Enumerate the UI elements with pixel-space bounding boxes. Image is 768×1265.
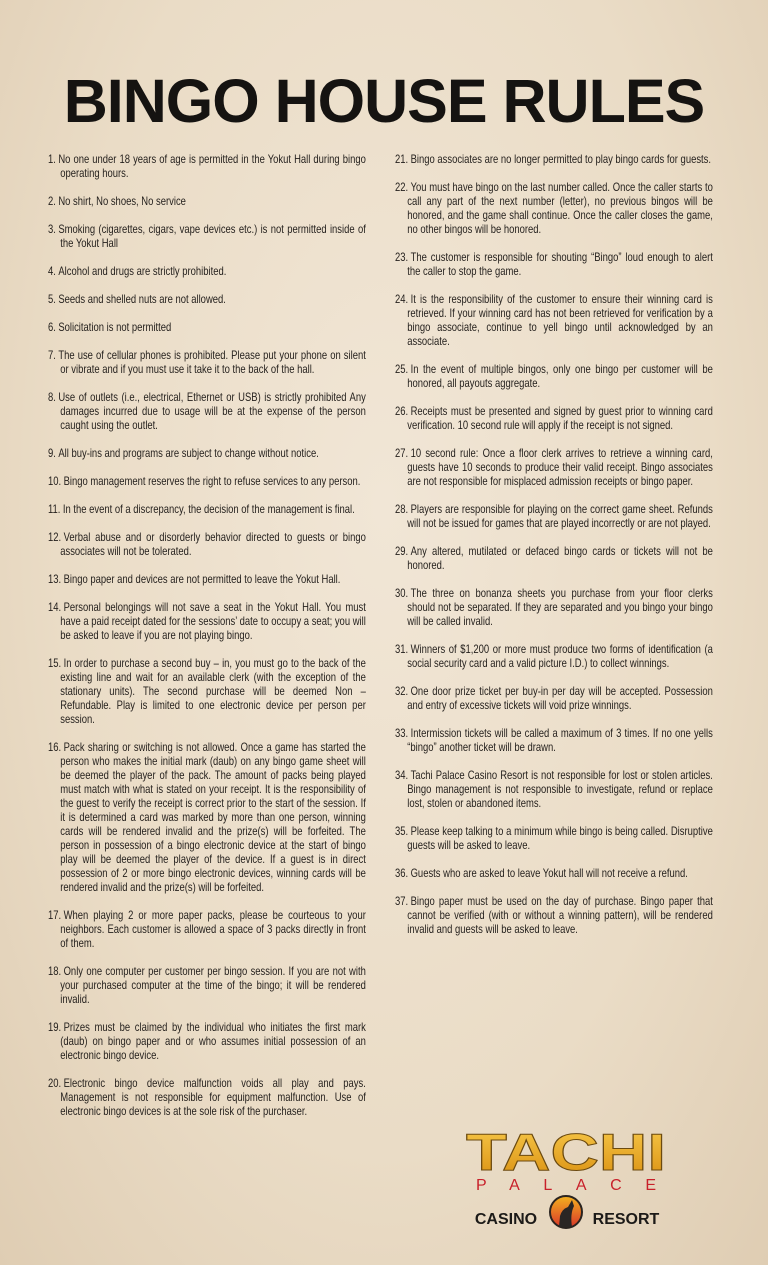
rule-text: You must have bingo on the last number called. Once the caller starts to call any part of the next number (letter), no previous bingos will be honored, and the game shall continue. Once the caller closes the game, no other bingos will be honored. bbox=[407, 181, 713, 236]
rule-number: 11. bbox=[48, 503, 61, 516]
rule-text: One door prize ticket per buy-in per day will be accepted. Possession and entry of excessive tickets will void prize winnings. bbox=[407, 685, 713, 712]
rule-text: Bingo management reserves the right to refuse services to any person. bbox=[63, 475, 361, 488]
rule-item bbox=[395, 251, 713, 279]
rule-text: Winners of $1,200 or more must produce two forms of identification (a social security card and a valid picture I.D.) to collect winnings. bbox=[407, 643, 713, 670]
logo-sub-text: PALACE bbox=[476, 1177, 656, 1194]
rule-item bbox=[48, 741, 366, 895]
rule-item bbox=[48, 1021, 366, 1063]
rule-text: 10 second rule: Once a floor clerk arrives to retrieve a winning card, guests have 10 seconds to produce their valid receipt. Bingo associates are not responsible for misplaced admission receipts or bingo paper. bbox=[407, 447, 713, 488]
rule-number: 9. bbox=[48, 447, 56, 460]
rule-text: Guests who are asked to leave Yokut hall will not receive a refund. bbox=[410, 867, 688, 880]
rule-item bbox=[395, 587, 713, 629]
rule-text: The use of cellular phones is prohibited. Please put your phone on silent or vibrate and if you must use it take it to the back of the hall. bbox=[58, 349, 366, 376]
rule-text: Bingo associates are no longer permitted to play bingo cards for guests. bbox=[410, 153, 712, 166]
rule-text: Bingo paper must be used on the day of purchase. Bingo paper that cannot be verified (with or without a winning pattern), will be rendered invalid and guests will be asked to leave. bbox=[407, 895, 713, 936]
rule-text: Alcohol and drugs are strictly prohibited. bbox=[58, 265, 227, 278]
rule-item bbox=[395, 447, 713, 489]
rule-item bbox=[48, 601, 366, 643]
rule-text: It is the responsibility of the customer to ensure their winning card is retrieved. If your winning card has not been retrieved for verification by a bingo associate, continue to yell bingo until acknowledged by an associate. bbox=[407, 293, 713, 348]
rule-item bbox=[395, 685, 713, 713]
rule-text: All buy-ins and programs are subject to change without notice. bbox=[58, 447, 319, 460]
rule-text: In the event of multiple bingos, only one bingo per customer will be honored, all payouts aggregate. bbox=[407, 363, 713, 390]
rule-item bbox=[395, 769, 713, 811]
rule-item bbox=[48, 265, 366, 279]
rule-number: 36. bbox=[395, 867, 409, 880]
rule-item bbox=[48, 391, 366, 433]
rule-item bbox=[48, 573, 366, 587]
rule-item bbox=[48, 321, 366, 335]
rule-text: Receipts must be presented and signed by guest prior to winning card verification. 10 second rule will apply if the receipt is not signed. bbox=[407, 405, 713, 432]
rule-number: 27. bbox=[395, 447, 409, 460]
rule-number: 20. bbox=[48, 1077, 62, 1090]
rule-item bbox=[395, 153, 713, 167]
rules-column-right bbox=[395, 153, 713, 937]
rule-text: Any altered, mutilated or defaced bingo cards or tickets will not be honored. bbox=[407, 545, 713, 572]
rule-number: 29. bbox=[395, 545, 409, 558]
rule-text: Verbal abuse and or disorderly behavior directed to guests or bingo associates will not be tolerated. bbox=[60, 531, 366, 558]
rule-number: 37. bbox=[395, 895, 409, 908]
rule-item bbox=[395, 405, 713, 433]
wolf-emblem-icon bbox=[550, 1196, 582, 1228]
rule-text: Electronic bingo device malfunction voids all play and pays. Management is not responsible for equipment malfunction. Use of electronic bingo devices is at the sole risk of the purchaser. bbox=[60, 1077, 366, 1118]
rule-item bbox=[395, 363, 713, 391]
logo-main-text: TACHI bbox=[466, 1126, 666, 1182]
rule-number: 12. bbox=[48, 531, 62, 544]
rules-column-left bbox=[48, 153, 366, 1119]
rule-text: No shirt, No shoes, No service bbox=[58, 195, 186, 208]
rule-number: 4. bbox=[48, 265, 56, 278]
rule-item bbox=[395, 895, 713, 937]
rule-number: 7. bbox=[48, 349, 56, 362]
logo-resort-text: RESORT bbox=[592, 1211, 660, 1228]
rule-text: In the event of a discrepancy, the decision of the management is final. bbox=[62, 503, 355, 516]
rule-number: 17. bbox=[48, 909, 62, 922]
rule-text: Seeds and shelled nuts are not allowed. bbox=[58, 293, 226, 306]
rule-item bbox=[48, 909, 366, 951]
rule-item bbox=[395, 727, 713, 755]
rule-item bbox=[48, 349, 366, 377]
rule-item bbox=[395, 545, 713, 573]
rule-text: When playing 2 or more paper packs, please be courteous to your neighbors. Each customer is allowed a space of 3 packs directly in front of them. bbox=[60, 909, 366, 950]
rule-item bbox=[48, 1077, 366, 1119]
rule-number: 21. bbox=[395, 153, 409, 166]
rule-text: Bingo paper and devices are not permitted to leave the Yokut Hall. bbox=[63, 573, 341, 586]
rule-number: 8. bbox=[48, 391, 56, 404]
rule-text: Personal belongings will not save a seat in the Yokut Hall. You must have a paid receipt dated for the sessions’ date to occupy a seat; you will be asked to leave if you are not playing bingo. bbox=[60, 601, 366, 642]
rule-item bbox=[48, 447, 366, 461]
rule-number: 24. bbox=[395, 293, 409, 306]
rule-item bbox=[395, 867, 713, 881]
rule-text: Prizes must be claimed by the individual who initiates the first mark (daub) on bingo paper and or who assumes initial possession of an electronic bingo device. bbox=[60, 1021, 366, 1062]
rule-number: 10. bbox=[48, 475, 62, 488]
rule-item bbox=[48, 531, 366, 559]
rule-item bbox=[395, 181, 713, 237]
rule-number: 35. bbox=[395, 825, 409, 838]
rule-text: Please keep talking to a minimum while bingo is being called. Disruptive guests will be asked to leave. bbox=[407, 825, 713, 852]
rule-item bbox=[395, 293, 713, 349]
rule-item bbox=[395, 643, 713, 671]
rule-number: 34. bbox=[395, 769, 409, 782]
rule-item bbox=[48, 153, 366, 181]
rule-text: Smoking (cigarettes, cigars, vape devices etc.) is not permitted inside of the Yokut Hall bbox=[58, 223, 366, 250]
rule-text: Players are responsible for playing on the correct game sheet. Refunds will not be issued for games that are played incorrectly or are not played. bbox=[407, 503, 713, 530]
rule-number: 13. bbox=[48, 573, 62, 586]
rule-item bbox=[48, 475, 366, 489]
rule-text: Use of outlets (i.e., electrical, Ethernet or USB) is strictly prohibited Any damages incurred due to usage will be at the expense of the person caught using the outlet. bbox=[58, 391, 366, 432]
rule-item bbox=[48, 195, 366, 209]
rule-number: 1. bbox=[48, 153, 56, 166]
rule-number: 31. bbox=[395, 643, 409, 656]
rule-item bbox=[395, 825, 713, 853]
rule-text: In order to purchase a second buy – in, you must go to the back of the existing line and wait for an available clerk (with the exception of the stationary units). The second purchase will be deemed Non – Refundable. Play is limited to one electronic device per person per session. bbox=[60, 657, 366, 726]
logo-casino-text: CASINO bbox=[474, 1211, 538, 1228]
rule-number: 2. bbox=[48, 195, 56, 208]
rule-number: 16. bbox=[48, 741, 62, 754]
rule-number: 15. bbox=[48, 657, 62, 670]
rule-number: 28. bbox=[395, 503, 409, 516]
rule-text: Intermission tickets will be called a maximum of 3 times. If no one yells “bingo” another ticket will be drawn. bbox=[407, 727, 713, 754]
rule-number: 14. bbox=[48, 601, 62, 614]
rule-text: Only one computer per customer per bingo session. If you are not with your purchased computer at the time of the bingo; it will be rendered invalid. bbox=[60, 965, 366, 1006]
rule-number: 3. bbox=[48, 223, 56, 236]
rule-number: 6. bbox=[48, 321, 56, 334]
rule-text: Solicitation is not permitted bbox=[58, 321, 172, 334]
rule-text: The customer is responsible for shouting “Bingo” loud enough to alert the caller to stop the game. bbox=[407, 251, 713, 278]
rule-number: 30. bbox=[395, 587, 409, 600]
rule-number: 22. bbox=[395, 181, 409, 194]
rule-number: 5. bbox=[48, 293, 56, 306]
rule-number: 23. bbox=[395, 251, 409, 264]
rule-text: Tachi Palace Casino Resort is not responsible for lost or stolen articles. Bingo management is not responsible to investigate, refund or replace lost, stolen or abandoned items. bbox=[407, 769, 713, 810]
tachi-palace-logo bbox=[460, 1126, 672, 1230]
rule-text: No one under 18 years of age is permitted in the Yokut Hall during bingo operating hours. bbox=[58, 153, 366, 180]
page-title: BINGO HOUSE RULES bbox=[63, 67, 705, 135]
rule-number: 25. bbox=[395, 363, 409, 376]
rule-text: Pack sharing or switching is not allowed. Once a game has started the person who makes the initial mark (daub) on any bingo game sheet will be deemed the player of the pack. The amount of packs being played must match with what is stated on your receipt. It is the responsibility of the guest to verify the receipt is correct prior to the start of the session. If it is determined a card was marked by more than one person, winning cards will be rendered invalid and the prize(s) will be forfeited. The person in possession of a bingo electronic device at the start of bingo play will be deemed the player of the device. If a guest is in direct possession of 2 or more bingo electronic devices, winning cards will be rendered invalid and the prize(s) will be forfeited. bbox=[60, 741, 366, 894]
rule-number: 26. bbox=[395, 405, 409, 418]
rule-item bbox=[48, 503, 366, 517]
rule-item bbox=[395, 503, 713, 531]
rule-number: 18. bbox=[48, 965, 62, 978]
rule-item bbox=[48, 965, 366, 1007]
rule-text: The three on bonanza sheets you purchase from your floor clerks should not be separated. If they are separated and you bingo your bingo will be called invalid. bbox=[407, 587, 713, 628]
rule-number: 33. bbox=[395, 727, 409, 740]
rule-number: 19. bbox=[48, 1021, 62, 1034]
rule-item bbox=[48, 293, 366, 307]
rule-item bbox=[48, 223, 366, 251]
rule-item bbox=[48, 657, 366, 727]
rule-number: 32. bbox=[395, 685, 409, 698]
